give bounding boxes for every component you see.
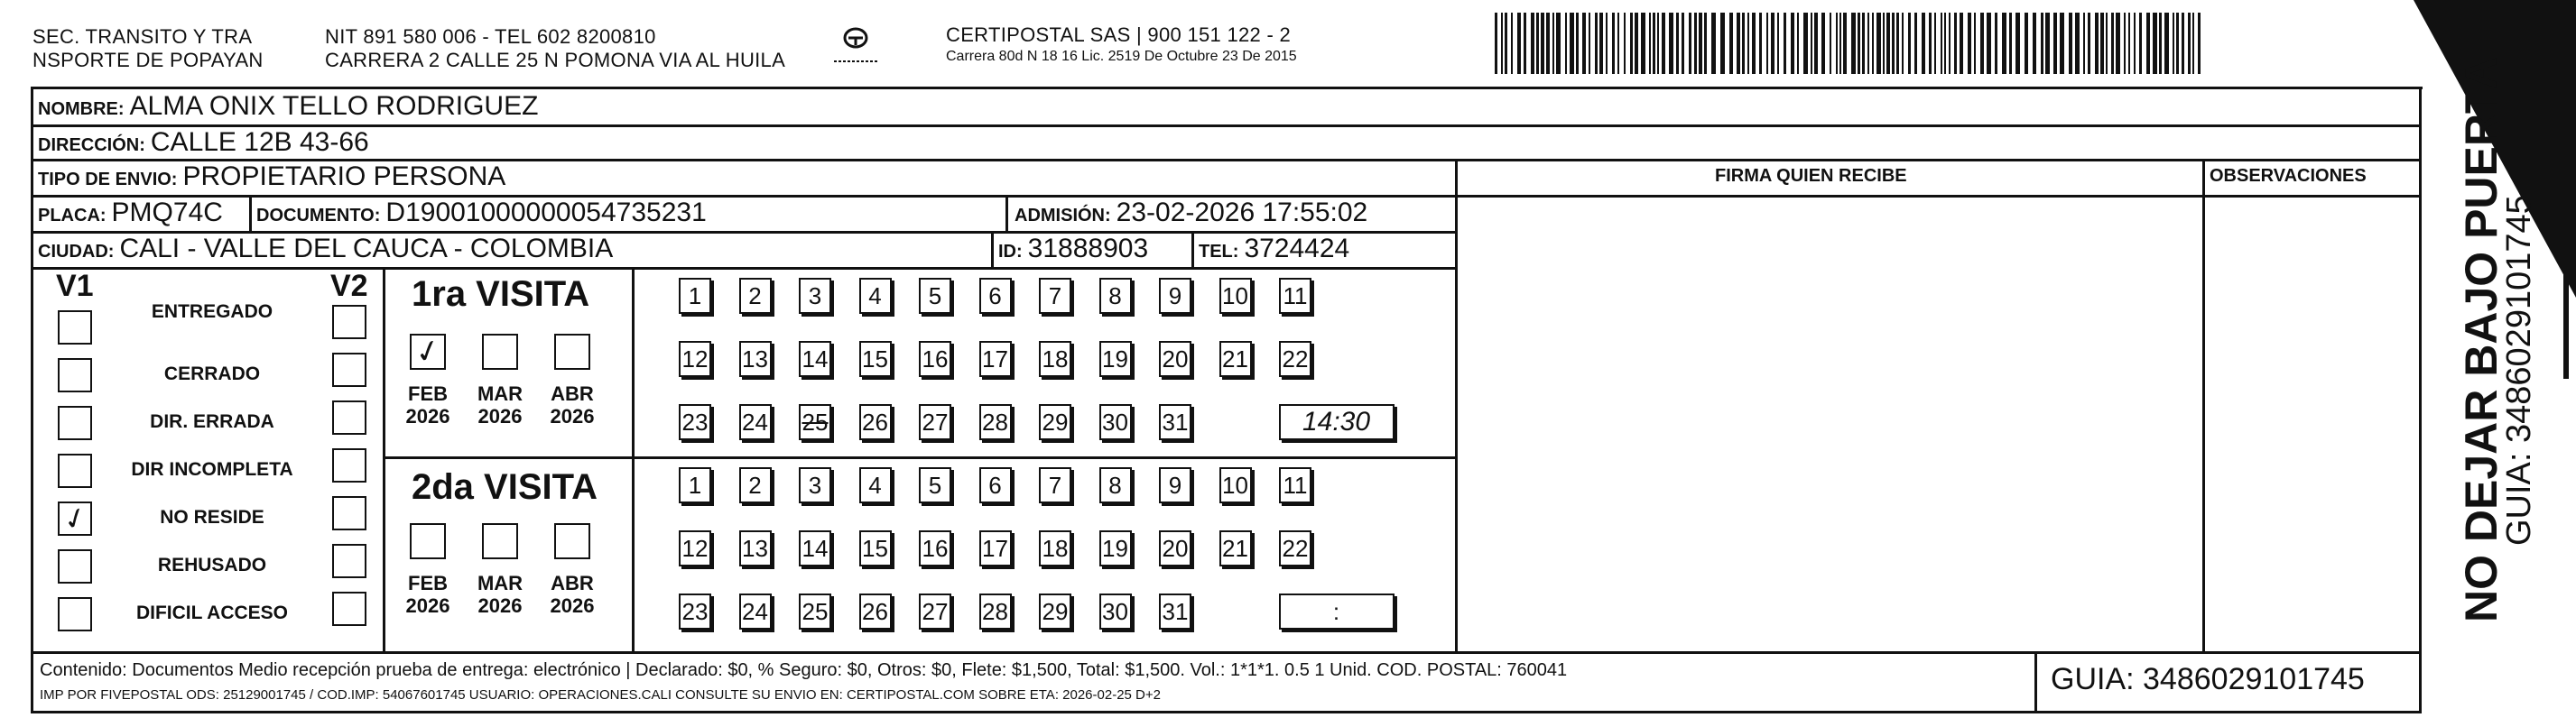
day-box[interactable]: 13	[739, 341, 772, 377]
v2-header: V2	[330, 269, 368, 303]
imp-text: IMP POR FIVEPOSTAL ODS: 25129001745 / COD.IMP: 54067601745 USUARIO: OPERACIONES.CALI CONSULTE SU ENVIO EN: CERTIPOSTAL.COM SOBRE ETA: 2026-02-25 D+2	[40, 687, 1161, 703]
day-box[interactable]: 23	[679, 594, 711, 630]
day-box[interactable]: 11	[1279, 278, 1311, 314]
day-box[interactable]: 3	[799, 467, 831, 503]
day-box[interactable]: 6	[979, 278, 1012, 314]
day-box[interactable]: 5	[919, 467, 951, 503]
day-box[interactable]: 23	[679, 404, 711, 440]
day-box[interactable]: 7	[1039, 278, 1071, 314]
month-label: MAR 2026	[477, 382, 524, 428]
v2-checkbox[interactable]	[332, 496, 366, 530]
day-box[interactable]: 10	[1219, 467, 1252, 503]
v2-checkbox[interactable]	[332, 305, 366, 339]
day-box[interactable]: 9	[1159, 278, 1191, 314]
id-field: ID: 31888903	[998, 234, 1149, 263]
v1-header: V1	[56, 269, 94, 303]
admision-field: ADMISIÓN: 23-02-2026 17:55:02	[1015, 198, 1368, 227]
observaciones-header: OBSERVACIONES	[2210, 166, 2367, 186]
time-box[interactable]: :	[1279, 594, 1395, 630]
day-box[interactable]: 20	[1159, 341, 1191, 377]
day-box[interactable]: 13	[739, 530, 772, 566]
day-box[interactable]: 28	[979, 594, 1012, 630]
month-label: MAR 2026	[477, 572, 524, 617]
certipostal-logo-icon	[830, 23, 881, 74]
day-box[interactable]: 27	[919, 594, 951, 630]
firma-header: FIRMA QUIEN RECIBE	[1715, 166, 1907, 186]
day-box[interactable]: 9	[1159, 467, 1191, 503]
day-box[interactable]: 21	[1219, 530, 1252, 566]
day-box[interactable]: 16	[919, 530, 951, 566]
ciudad-field: CIUDAD: CALI - VALLE DEL CAUCA - COLOMBIA	[38, 234, 614, 263]
day-box[interactable]: 27	[919, 404, 951, 440]
status-label: DIR INCOMPLETA	[131, 459, 293, 480]
nombre-field: NOMBRE: ALMA ONIX TELLO RODRIGUEZ	[38, 91, 539, 121]
tel-field: TEL: 3724424	[1199, 234, 1350, 263]
contenido-text: Contenido: Documentos Medio recepción prueba de entrega: electrónico | Declarado: $0, % Seguro: $0, Otros: $0, Flete: $1,500, Total: $1,500. Vol.: 1*1*1. 0.5 1 Unid. COD. POSTAL: 760041	[40, 660, 1568, 680]
day-box[interactable]: 20	[1159, 530, 1191, 566]
month-checkbox[interactable]	[410, 334, 446, 370]
status-label: NO RESIDE	[160, 507, 264, 528]
day-box[interactable]: 7	[1039, 467, 1071, 503]
day-box[interactable]: 12	[679, 530, 711, 566]
day-box[interactable]: 25	[799, 404, 831, 440]
day-box[interactable]: 22	[1279, 530, 1311, 566]
day-box[interactable]: 22	[1279, 341, 1311, 377]
day-box[interactable]: 18	[1039, 341, 1071, 377]
status-label: ENTREGADO	[151, 301, 273, 322]
carrier-info: CERTIPOSTAL SAS | 900 151 122 - 2 Carrera 80d N 18 16 Lic. 2519 De Octubre 23 De 2015	[946, 23, 1297, 64]
day-box[interactable]: 21	[1219, 341, 1252, 377]
direccion-field: DIRECCIÓN: CALLE 12B 43-66	[38, 127, 369, 157]
month-checkbox[interactable]	[410, 523, 446, 559]
placa-field: PLACA: PMQ74C	[38, 198, 223, 227]
day-box[interactable]: 15	[859, 530, 892, 566]
day-box[interactable]: 30	[1099, 404, 1132, 440]
first-visit-title: 1ra VISITA	[412, 274, 590, 314]
month-label: ABR 2026	[550, 572, 595, 617]
day-box[interactable]: 26	[859, 404, 892, 440]
day-box[interactable]: 25	[799, 594, 831, 630]
v2-checkbox[interactable]	[332, 592, 366, 626]
time-box[interactable]: 14:30	[1279, 404, 1395, 440]
day-box[interactable]: 24	[739, 404, 772, 440]
day-box[interactable]: 29	[1039, 594, 1071, 630]
day-box[interactable]: 5	[919, 278, 951, 314]
side-guia: GUIA: 3486029101745	[2500, 195, 2538, 546]
day-box[interactable]: 14	[799, 530, 831, 566]
edge-mark	[2563, 271, 2569, 379]
v2-checkbox[interactable]	[332, 400, 366, 435]
second-visit-title: 2da VISITA	[412, 467, 598, 507]
side-warning-title: NO DEJAR BAJO PUERTA	[2456, 57, 2507, 622]
day-box[interactable]: 17	[979, 341, 1012, 377]
day-box[interactable]: 30	[1099, 594, 1132, 630]
day-box[interactable]: 4	[859, 467, 892, 503]
month-label: FEB 2026	[405, 572, 450, 617]
status-label: DIR. ERRADA	[150, 411, 274, 432]
day-box[interactable]: 28	[979, 404, 1012, 440]
day-box[interactable]: 8	[1099, 278, 1132, 314]
month-checkbox[interactable]	[554, 334, 590, 370]
documento-field: DOCUMENTO: D19001000000054735231	[256, 198, 707, 227]
barcode	[1495, 13, 2204, 74]
month-checkbox[interactable]	[482, 334, 518, 370]
day-box[interactable]: 12	[679, 341, 711, 377]
v2-checkbox[interactable]	[332, 448, 366, 483]
sender-name: SEC. TRANSITO Y TRA NSPORTE DE POPAYAN	[32, 25, 264, 71]
day-box[interactable]: 18	[1039, 530, 1071, 566]
day-box[interactable]: 3	[799, 278, 831, 314]
day-box[interactable]: 17	[979, 530, 1012, 566]
status-label: DIFICIL ACCESO	[135, 603, 288, 623]
month-checkbox[interactable]	[554, 523, 590, 559]
tipo-envio-field: TIPO DE ENVIO: PROPIETARIO PERSONA	[38, 161, 506, 191]
day-box[interactable]: 16	[919, 341, 951, 377]
status-label: CERRADO	[163, 364, 261, 384]
day-box[interactable]: 8	[1099, 467, 1132, 503]
day-box[interactable]: 15	[859, 341, 892, 377]
v2-checkbox[interactable]	[332, 544, 366, 578]
day-box[interactable]: 31	[1159, 594, 1191, 630]
day-box[interactable]: 10	[1219, 278, 1252, 314]
day-box[interactable]: 26	[859, 594, 892, 630]
day-box[interactable]: 19	[1099, 341, 1132, 377]
day-box[interactable]: 2	[739, 278, 772, 314]
day-box[interactable]: 31	[1159, 404, 1191, 440]
sender-nit-address: NIT 891 580 006 - TEL 602 8200810 CARRERA 2 CALLE 25 N POMONA VIA AL HUILA	[325, 25, 786, 71]
day-box[interactable]: 19	[1099, 530, 1132, 566]
status-label: REHUSADO	[157, 555, 267, 575]
day-box[interactable]: 1	[679, 278, 711, 314]
day-box[interactable]: 24	[739, 594, 772, 630]
v2-checkbox[interactable]	[332, 353, 366, 387]
day-box[interactable]: 6	[979, 467, 1012, 503]
day-box[interactable]: 4	[859, 278, 892, 314]
month-label: ABR 2026	[550, 382, 595, 428]
day-box[interactable]: 29	[1039, 404, 1071, 440]
month-label: FEB 2026	[405, 382, 450, 428]
day-box[interactable]: 1	[679, 467, 711, 503]
month-checkbox[interactable]	[482, 523, 518, 559]
footer-guia: GUIA: 3486029101745	[2051, 662, 2365, 696]
day-box[interactable]: 2	[739, 467, 772, 503]
day-box[interactable]: 11	[1279, 467, 1311, 503]
day-box[interactable]: 14	[799, 341, 831, 377]
